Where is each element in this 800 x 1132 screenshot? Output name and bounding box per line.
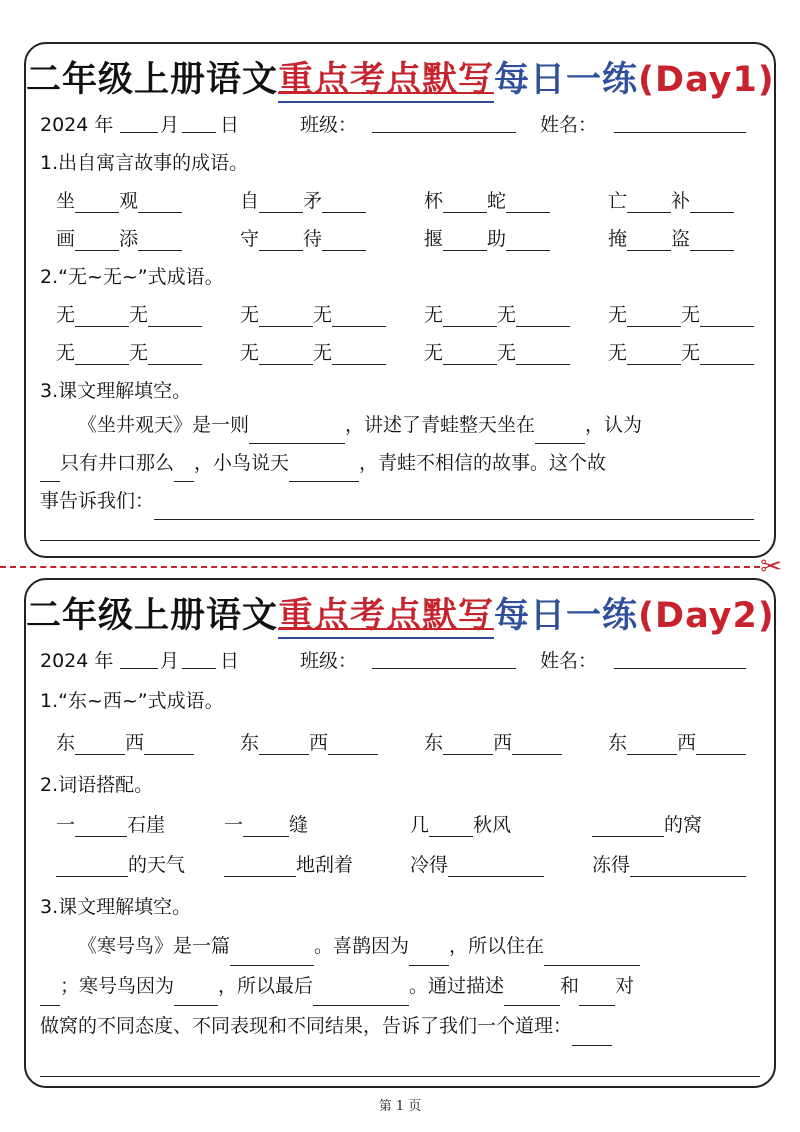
pairing-item: 冷得 xyxy=(410,850,544,877)
title-key-points: 重点考点默写 xyxy=(278,596,495,636)
title-daily: 每日一练 xyxy=(494,60,639,100)
day-field[interactable] xyxy=(182,648,216,669)
month-label: 月 xyxy=(160,114,180,136)
idiom-item: 亡 补 xyxy=(608,186,734,213)
name-field[interactable] xyxy=(614,648,746,669)
q1-heading: 1.出自寓言故事的成语。 xyxy=(40,152,249,174)
q2-heading: 2.词语搭配。 xyxy=(40,774,154,796)
day-field[interactable] xyxy=(182,112,216,133)
idiom-item: 无 无 xyxy=(424,300,570,327)
q3-passage: 《寒号鸟》是一篇 。喜鹊因为 ，所以住在 ；寒号鸟因为 ，所以最后 。通过描述 和 对 做窝的不同态度、不同表现和不同结果，告诉了我们一个道理： xyxy=(40,926,764,1046)
class-field[interactable] xyxy=(372,112,516,133)
pairing-item: 的天气 xyxy=(56,850,185,877)
idiom-item: 守 待 xyxy=(240,224,366,251)
idiom-item: 东 西 xyxy=(424,728,562,755)
idiom-item: 无 无 xyxy=(608,338,754,365)
answer-line[interactable] xyxy=(40,1076,760,1077)
idiom-item: 画 添 xyxy=(56,224,182,251)
idiom-item: 无 无 xyxy=(608,300,754,327)
pairing-item: 地刮着 xyxy=(224,850,353,877)
scissors-icon: ✂ xyxy=(760,552,782,582)
title-day: (Day2) xyxy=(638,596,775,636)
month-field[interactable] xyxy=(120,112,158,133)
year-label: 2024 年 xyxy=(40,114,114,136)
class-label: 班级： xyxy=(300,114,358,136)
worksheet-day2 xyxy=(24,578,776,1088)
idiom-item: 无 无 xyxy=(240,300,386,327)
q1-heading: 1.“东~西~”式成语。 xyxy=(40,690,224,712)
q2-heading: 2.“无~无~”式成语。 xyxy=(40,266,224,288)
title-day: (Day1) xyxy=(638,60,775,100)
title-daily: 每日一练 xyxy=(494,596,639,636)
q3-heading: 3.课文理解填空。 xyxy=(40,380,192,402)
idiom-item: 无 无 xyxy=(56,300,202,327)
day-label: 日 xyxy=(220,650,240,672)
q3-passage: 《坐井观天》是一则 ，讲述了青蛙整天坐在 ，认为 只有井口那么 ，小鸟说天 ，青蛙不相信的故事。这个故 事告诉我们： xyxy=(40,406,764,520)
idiom-item: 东 西 xyxy=(608,728,746,755)
title-grade: 二年级上册语文 xyxy=(26,60,279,100)
answer-line[interactable] xyxy=(40,540,760,541)
idiom-item: 无 无 xyxy=(240,338,386,365)
idiom-item: 坐 观 xyxy=(56,186,182,213)
pairing-item: 一 缝 xyxy=(224,814,309,836)
pairing-item: 几 秋风 xyxy=(410,814,512,836)
title-key-points: 重点考点默写 xyxy=(278,60,495,100)
idiom-item: 掩 盗 xyxy=(608,224,734,251)
class-label: 班级： xyxy=(300,650,358,672)
idiom-item: 杯 蛇 xyxy=(424,186,550,213)
worksheet-day1 xyxy=(24,42,776,558)
day-label: 日 xyxy=(220,114,240,136)
title-grade: 二年级上册语文 xyxy=(26,596,279,636)
pairing-item: 一 石崖 xyxy=(56,814,166,836)
month-field[interactable] xyxy=(120,648,158,669)
pairing-item: 的窝 xyxy=(592,810,702,837)
title-day2 xyxy=(26,588,774,640)
idiom-item: 无 无 xyxy=(424,338,570,365)
name-label: 姓名： xyxy=(540,114,598,136)
idiom-item: 无 无 xyxy=(56,338,202,365)
name-field[interactable] xyxy=(614,112,746,133)
title-day1 xyxy=(26,52,774,104)
cut-line xyxy=(0,566,760,568)
idiom-item: 东 西 xyxy=(240,728,378,755)
month-label: 月 xyxy=(160,650,180,672)
idiom-item: 自 矛 xyxy=(240,186,366,213)
q3-heading: 3.课文理解填空。 xyxy=(40,896,192,918)
year-label: 2024 年 xyxy=(40,650,114,672)
name-label: 姓名： xyxy=(540,650,598,672)
page-number: 第 1 页 xyxy=(378,1099,422,1114)
idiom-item: 东 西 xyxy=(56,728,194,755)
class-field[interactable] xyxy=(372,648,516,669)
idiom-item: 揠 助 xyxy=(424,224,550,251)
pairing-item: 冻得 xyxy=(592,850,746,877)
